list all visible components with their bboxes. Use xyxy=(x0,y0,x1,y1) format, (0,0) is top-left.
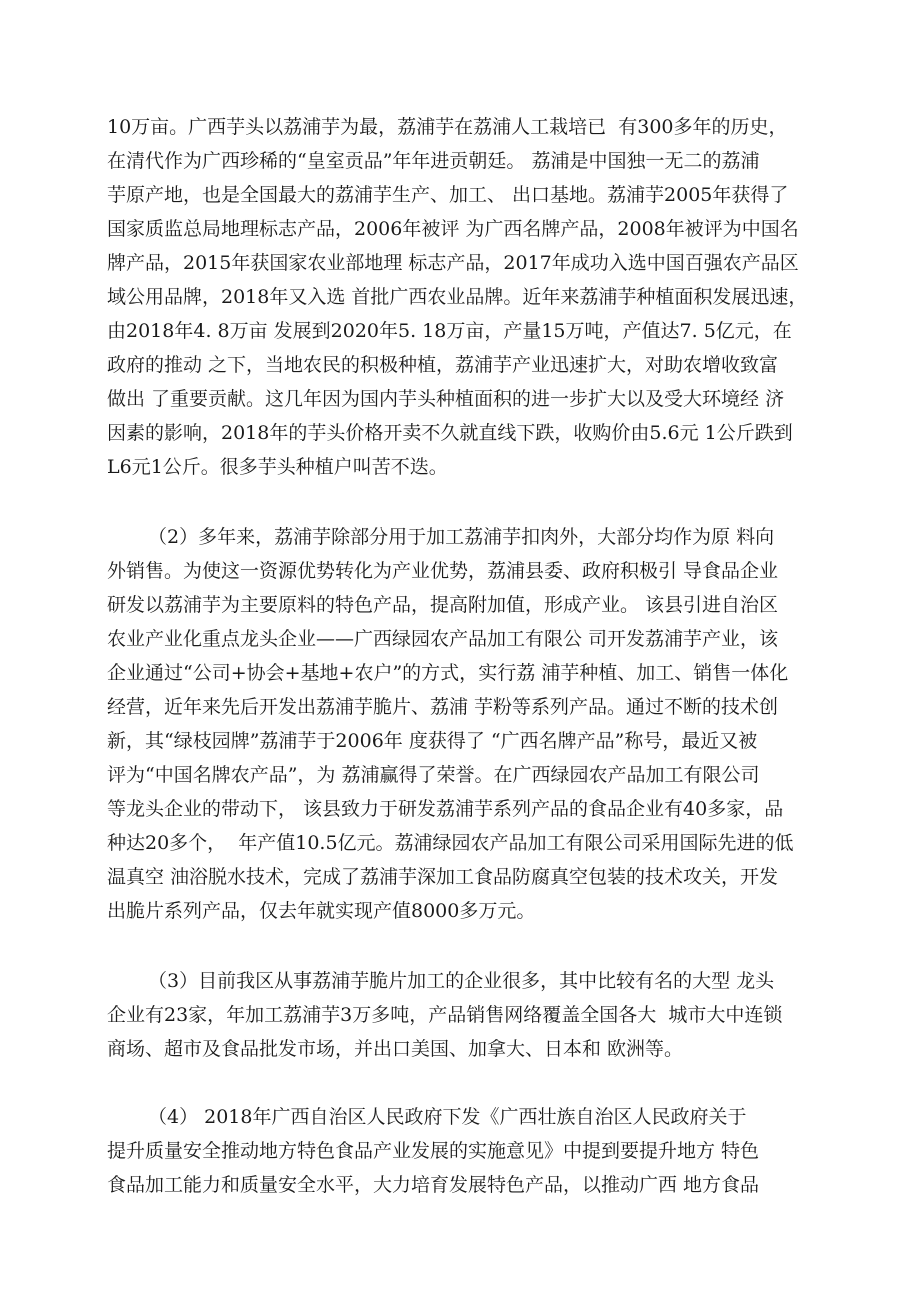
paragraph-first-line: （2）多年来，荔浦芋除部分用于加工荔浦芋扣肉外，大部分均作为原 料向 xyxy=(148,526,775,548)
text-line: 农业产业化重点龙头企业——广西绿园农产品加工有限公 司开发荔浦芋产业，该 xyxy=(107,628,779,650)
text-line: L6元1公斤。很多芋头种植户叫苦不迭。 xyxy=(107,456,448,478)
text-line: 外销售。为使这一资源优势转化为产业优势，荔浦县委、政府积极引 导食品企业 xyxy=(107,560,779,582)
text-line: 评为“中国名牌农产品”，为 荔浦赢得了荣誉。在广西绿园农产品加工有限公司 xyxy=(107,764,760,786)
text-line: 企业通过“公司+协会+基地+农户”的方式，实行荔 浦芋种植、加工、销售一体化 xyxy=(107,662,789,684)
text-line: 提升质量安全推动地方特色食品产业发展的实施意见》中提到要提升地方 特色 xyxy=(107,1140,760,1162)
text-line: 牌产品，2015年获国家农业部地理 标志产品，2017年成功入选中国百强农产品区 xyxy=(107,252,799,274)
text-line: 种达20多个， 年产值10.5亿元。荔浦绿园农产品加工有限公司采用国际先进的低 xyxy=(107,832,794,854)
paragraph-first-line: （3）目前我区从事荔浦芋脆片加工的企业很多，其中比较有名的大型 龙头 xyxy=(148,970,775,992)
text-line: 等龙头企业的带动下， 该县致力于研发荔浦芋系列产品的食品企业有40多家，品 xyxy=(107,798,784,820)
text-line: 商场、超市及食品批发市场，并出口美国、加拿大、日本和 欧洲等。 xyxy=(107,1038,684,1060)
text-line: 出脆片系列产品，仅去年就实现产值8000多万元。 xyxy=(107,900,536,922)
text-line: 企业有23家，年加工荔浦芋3万多吨，产品销售网络覆盖全国各大 城市大中连锁 xyxy=(107,1004,783,1026)
text-line: 做出 了重要贡献。这几年因为国内芋头种植面积的进一步扩大以及受大环境经 济 xyxy=(107,388,785,410)
text-line: 由2018年4. 8万亩 发展到2020年5. 18万亩，产量15万吨，产值达7. 5亿元，在 xyxy=(107,320,792,342)
text-line: 经营，近年来先后开发出荔浦芋脆片、荔浦 芋粉等系列产品。通过不断的技术创 xyxy=(107,696,779,718)
text-line: 芋原产地，也是全国最大的荔浦芋生产、加工、 出口基地。荔浦芋2005年获得了 xyxy=(107,184,789,206)
text-line: 食品加工能力和质量安全水平，大力培育发展特色产品，以推动广西 地方食品 xyxy=(107,1174,760,1196)
text-line: 在清代作为广西珍稀的“皇室贡品”年年进贡朝廷。 荔浦是中国独一无二的荔浦 xyxy=(107,150,760,172)
text-line: 研发以荔浦芋为主要原料的特色产品，提高附加值，形成产业。 该县引进自治区 xyxy=(107,594,779,616)
paragraph-first-line: （4） 2018年广西自治区人民政府下发《广西壮族自治区人民政府关于 xyxy=(148,1106,747,1128)
text-line: 新，其“绿枝园牌”荔浦芋于2006年 度获得了 “广西名牌产品”称号，最近又被 xyxy=(107,730,758,752)
text-line: 因素的影响，2018年的芋头价格开卖不久就直线下跌，收购价由5.6元 1公斤跌到 xyxy=(107,422,793,444)
text-line: 域公用品牌，2018年又入选 首批广西农业品牌。近年来荔浦芋种植面积发展迅速， xyxy=(107,286,808,308)
text-line: 10万亩。广西芋头以荔浦芋为最，荔浦芋在荔浦人工栽培已 有300多年的历史， xyxy=(107,116,788,138)
text-line: 国家质监总局地理标志产品，2006年被评 为广西名牌产品，2008年被评为中国名 xyxy=(107,218,799,240)
text-line: 政府的推动 之下，当地农民的积极种植，荔浦芋产业迅速扩大，对助农增收致富 xyxy=(107,354,779,376)
text-line: 温真空 油浴脱水技术，完成了荔浦芋深加工食品防腐真空包装的技术攻关，开发 xyxy=(107,866,779,888)
